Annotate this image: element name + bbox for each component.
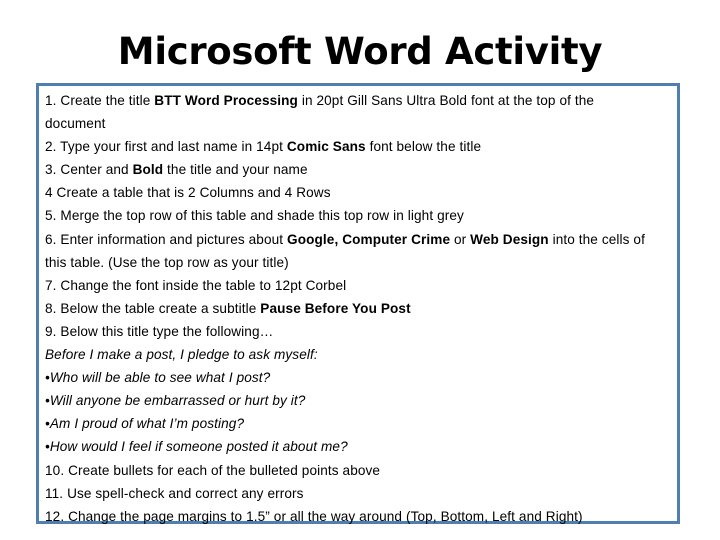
- pledge-line: Before I make a post, I pledge to ask myself:: [45, 347, 318, 363]
- step-7: 7. Change the font inside the table to 12pt Corbel: [45, 277, 347, 293]
- step-3-text: 3. Center and: [45, 162, 133, 178]
- step-4: 4 Create a table that is 2 Columns and 4 Rows: [45, 185, 331, 201]
- step-1-text: 1. Create the title: [45, 93, 155, 108]
- step-2-font-emphasis: Comic Sans: [286, 139, 366, 155]
- step-12: 12. Change the page margins to 1.5” or all the way around (Top, Bottom, Left and Right): [45, 508, 583, 524]
- step-1-text-end: in 20pt Gill Sans Ultra Bold font at the top of the: [297, 93, 595, 108]
- step-1-line-1: [45, 89, 677, 112]
- step-3: [45, 158, 677, 181]
- pledge-bullet-2: •Will anyone be embarrassed or hurt by it?: [45, 393, 306, 409]
- pledge-bullet-1: •Who will be able to see what I post?: [45, 370, 271, 386]
- step-8-subtitle-emphasis: Pause Before You Post: [260, 300, 411, 316]
- step-2: [45, 135, 677, 158]
- slide-title: Microsoft Word Activity: [117, 30, 603, 73]
- step-6-line-2: this table. (Use the top row as your title): [45, 254, 289, 270]
- step-6-topic-2: Web Design: [470, 231, 549, 247]
- step-3-bold-emphasis: Bold: [132, 162, 164, 178]
- instructions-list: [45, 89, 677, 528]
- step-6-text-end: into the cells of: [548, 231, 645, 247]
- pledge-bullet-4: •How would I feel if someone posted it about me?: [45, 439, 348, 455]
- step-1-line-2: document: [45, 116, 106, 132]
- pledge-bullet-3: •Am I proud of what I’m posting?: [45, 416, 245, 432]
- step-2-text: 2. Type your first and last name in 14pt: [45, 139, 287, 155]
- step-8: [45, 297, 677, 320]
- instructions-box: [36, 83, 680, 524]
- step-6-topic-1: Google, Computer Crime: [287, 231, 451, 247]
- step-1-title-emphasis: BTT Word Processing: [154, 93, 298, 108]
- step-10: 10. Create bullets for each of the bulleted points above: [45, 462, 381, 478]
- step-9: 9. Below this title type the following…: [45, 323, 274, 339]
- step-2-text-end: font below the title: [365, 139, 482, 155]
- step-11: 11. Use spell-check and correct any errors: [45, 485, 304, 501]
- step-6-line-1: [45, 228, 677, 251]
- step-6-or: or: [450, 231, 471, 247]
- step-3-text-end: the title and your name: [163, 162, 308, 178]
- step-6-text: 6. Enter information and pictures about: [45, 231, 288, 247]
- step-5: 5. Merge the top row of this table and shade this top row in light grey: [45, 208, 464, 224]
- step-8-text: 8. Below the table create a subtitle: [45, 300, 261, 316]
